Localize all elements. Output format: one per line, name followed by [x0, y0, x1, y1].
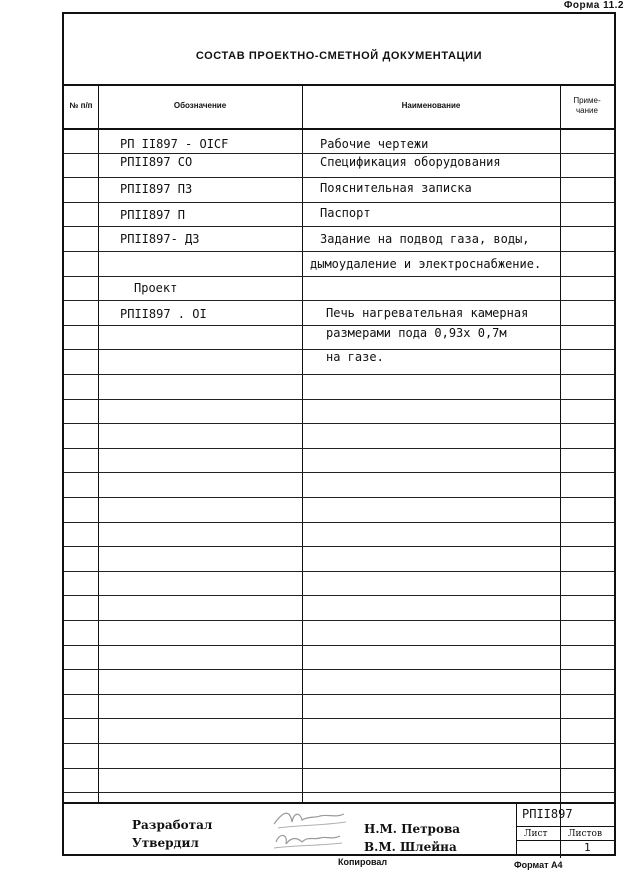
table-rule — [64, 571, 614, 572]
table-rule — [64, 374, 614, 375]
table-rule — [64, 669, 614, 670]
format-label: Формат А4 — [514, 860, 563, 870]
table-rule — [64, 792, 614, 793]
row-9-name: размерами пода 0,93х 0,7м — [326, 326, 507, 340]
approver-signature — [270, 828, 350, 854]
table-rule — [64, 620, 614, 621]
header-num: № п/п — [69, 101, 93, 110]
column-divider-note — [560, 84, 561, 858]
table-rule — [64, 718, 614, 719]
copied-label: Копировал — [338, 857, 388, 867]
header-name: Наименование — [401, 101, 461, 110]
row-3-designation: РПII897 ПЗ — [120, 182, 193, 196]
sheet-label: Лист — [524, 829, 548, 839]
table-rule — [64, 153, 614, 154]
document-sheet — [62, 12, 616, 856]
stamp-hline-1 — [516, 826, 614, 827]
row-1-designation: РП II897 - OICF — [120, 137, 229, 151]
stamp-divider-2 — [560, 826, 561, 854]
table-rule — [64, 595, 614, 596]
row-8-designation: РПII897 . OI — [120, 307, 207, 321]
document-title: СОСТАВ ПРОЕКТНО-СМЕТНОЙ ДОКУМЕНТАЦИИ — [195, 50, 483, 62]
table-rule — [64, 177, 614, 178]
row-8-name: Печь нагревательная камерная — [326, 306, 529, 320]
approved-name: В.М. Шлейна — [364, 840, 457, 854]
table-rule — [64, 743, 614, 744]
row-7-designation: Проект — [134, 281, 178, 295]
form-number-label: Форма 11.2 — [563, 0, 624, 11]
title-block — [64, 802, 614, 854]
row-2-name: Спецификация оборудования — [320, 155, 501, 169]
row-5-designation: РПII897- ДЗ — [120, 232, 200, 246]
table-rule — [64, 497, 614, 498]
table-rule — [64, 202, 614, 203]
header-note: Приме- чание — [573, 96, 601, 115]
stamp-divider — [516, 802, 517, 854]
developed-name: Н.М. Петрова — [364, 822, 461, 836]
row-4-designation: РПII897 П — [120, 208, 186, 222]
stamp-doc-code: РПII897 — [522, 807, 573, 821]
row-2-designation: РПII897 CO — [120, 155, 193, 169]
table-rule — [64, 694, 614, 695]
table-rule — [64, 472, 614, 473]
header-designation: Обозначение — [173, 101, 227, 110]
stamp-hline-2 — [516, 840, 614, 841]
table-rule — [64, 251, 614, 252]
table-rule — [64, 399, 614, 400]
table-rule — [64, 645, 614, 646]
row-10-name: на газе. — [326, 350, 384, 364]
approved-label: Утвердил — [132, 836, 199, 850]
table-rule — [64, 276, 614, 277]
row-6-name: дымоудаление и электроснабжение. — [310, 257, 542, 271]
table-rule — [64, 546, 614, 547]
row-1-name: Рабочие чертежи — [320, 137, 429, 151]
row-4-name: Паспорт — [320, 206, 371, 220]
table-rule — [64, 423, 614, 424]
row-5-name: Задание на подвод газа, воды, — [320, 232, 530, 246]
table-rule — [64, 128, 614, 130]
table-rule — [64, 768, 614, 769]
row-3-name: Пояснительная записка — [320, 181, 472, 195]
table-rule — [64, 448, 614, 449]
title-band — [64, 14, 614, 86]
table-rule — [64, 300, 614, 301]
sheets-value: 1 — [584, 841, 591, 854]
sheets-label: Листов — [568, 829, 603, 839]
table-rule — [64, 522, 614, 523]
developed-label: Разработал — [132, 818, 213, 832]
table-rule — [64, 226, 614, 227]
